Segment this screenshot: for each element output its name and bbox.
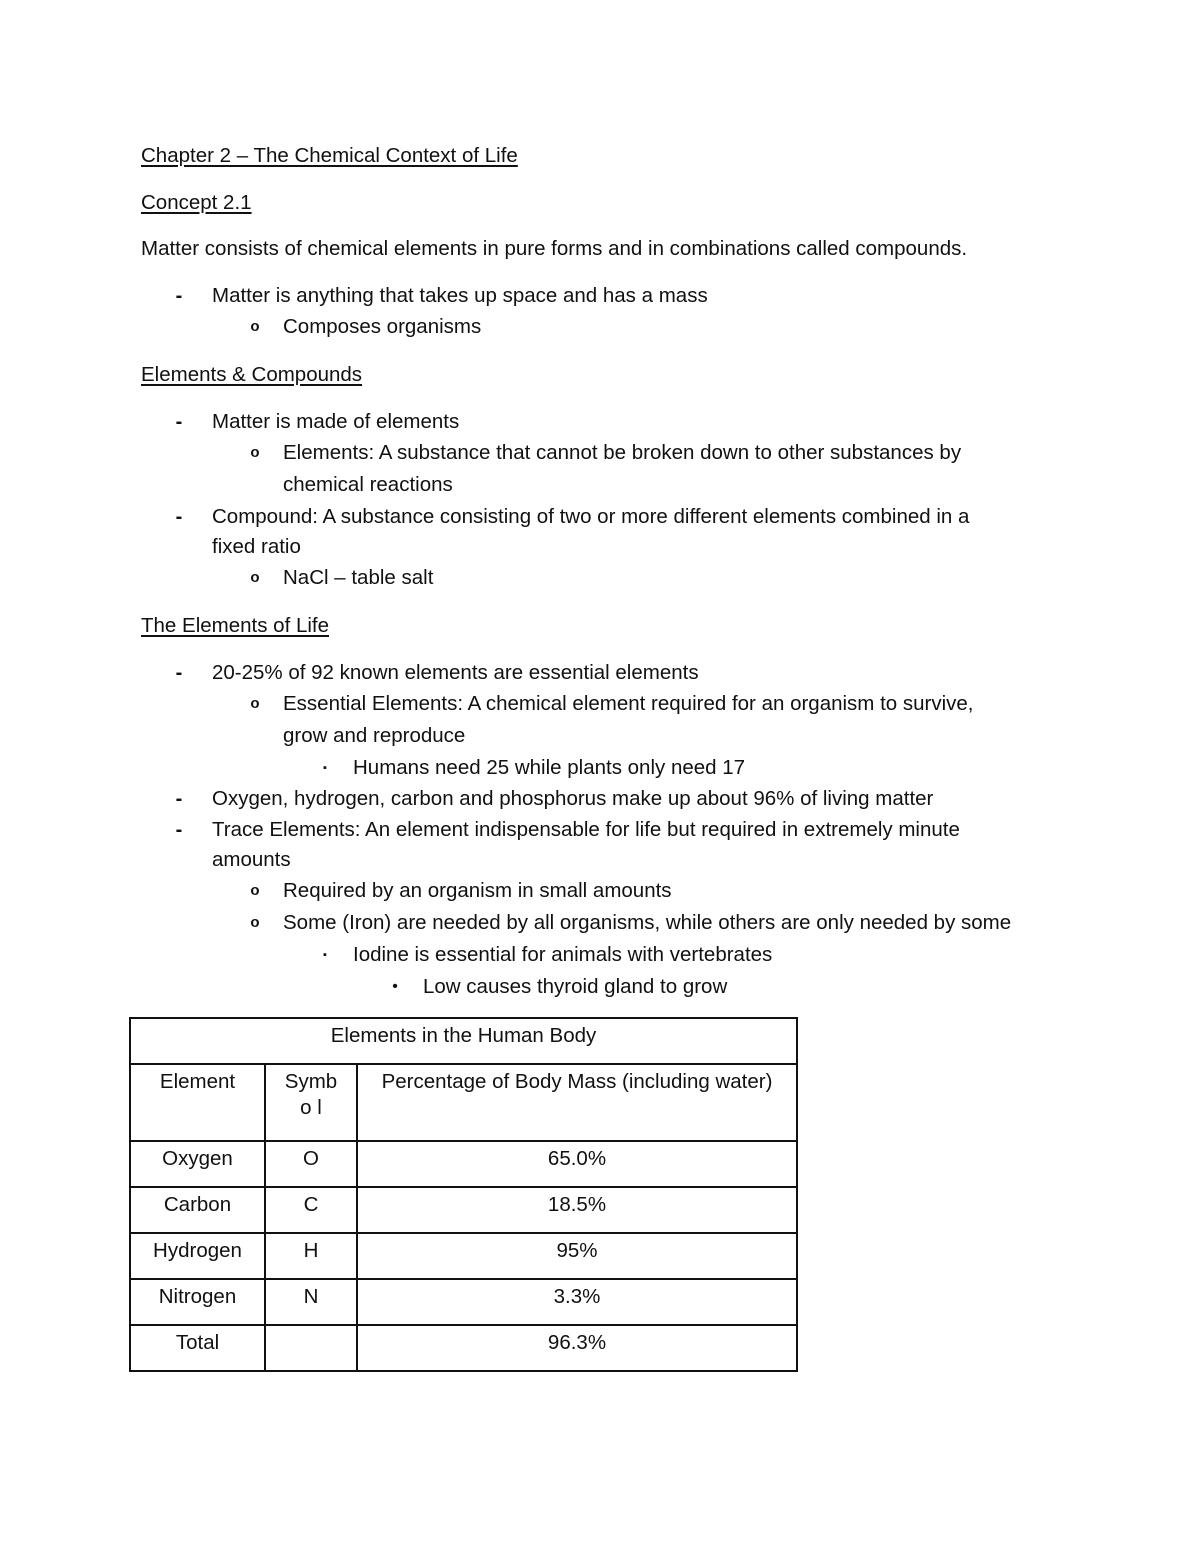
list-item-continuation: grow and reproduce	[283, 724, 466, 747]
header-percentage: Percentage of Body Mass (including water)	[357, 1064, 797, 1141]
circle-bullet: o	[250, 318, 260, 335]
chapter-title: Chapter 2 – The Chemical Context of Life	[141, 144, 518, 167]
table-caption-row	[130, 1018, 797, 1064]
list-item: 20-25% of 92 known elements are essential elements	[212, 661, 699, 684]
concept-heading: Concept 2.1	[141, 191, 252, 214]
dash-bullet: -	[175, 788, 183, 810]
section-heading-elements-of-life: The Elements of Life	[141, 614, 330, 637]
cell-symbol: O	[265, 1141, 357, 1187]
cell-percentage: 65.0%	[357, 1141, 797, 1187]
dash-bullet: -	[175, 285, 183, 307]
cell-element: Oxygen	[130, 1141, 265, 1187]
cell-symbol: C	[265, 1187, 357, 1233]
list-item-continuation: chemical reactions	[283, 473, 453, 496]
list-item: Matter is made of elements	[212, 410, 460, 433]
circle-bullet: o	[250, 882, 260, 899]
list-item: Composes organisms	[283, 315, 482, 338]
table-row	[130, 1279, 797, 1325]
table-row	[130, 1141, 797, 1187]
intro-paragraph: Matter consists of chemical elements in pure forms and in combinations called compounds.	[141, 237, 968, 260]
elements-table	[129, 1017, 798, 1372]
list-item-continuation: amounts	[212, 848, 291, 871]
dash-bullet: -	[175, 819, 183, 841]
section-heading-elements-compounds: Elements & Compounds	[141, 363, 363, 386]
table-caption: Elements in the Human Body	[130, 1018, 797, 1064]
cell-symbol	[265, 1325, 357, 1371]
table-row-total	[130, 1325, 797, 1371]
circle-bullet: o	[250, 695, 260, 712]
table-row	[130, 1187, 797, 1233]
square-bullet: ▪	[323, 949, 327, 961]
list-item: Compound: A substance consisting of two or more different elements combined in a	[212, 505, 970, 528]
list-item: NaCl – table salt	[283, 566, 434, 589]
cell-percentage: 3.3%	[357, 1279, 797, 1325]
list-item: Iodine is essential for animals with vertebrates	[353, 943, 773, 966]
square-bullet: ▪	[323, 762, 327, 774]
circle-bullet: o	[250, 569, 260, 586]
list-item: Trace Elements: An element indispensable for life but required in extremely minute	[212, 818, 960, 841]
cell-element: Hydrogen	[130, 1233, 265, 1279]
table-header-row	[130, 1064, 797, 1141]
header-symbol	[265, 1064, 357, 1141]
list-item: Matter is anything that takes up space and has a mass	[212, 284, 708, 307]
dash-bullet: -	[175, 411, 183, 433]
dash-bullet: -	[175, 662, 183, 684]
dash-bullet: -	[175, 506, 183, 528]
dot-bullet: •	[392, 978, 398, 995]
list-item: Essential Elements: A chemical element required for an organism to survive,	[283, 692, 974, 715]
list-item: Humans need 25 while plants only need 17	[353, 756, 746, 779]
header-element: Element	[130, 1064, 265, 1141]
cell-percentage: 18.5%	[357, 1187, 797, 1233]
cell-percentage: 95%	[357, 1233, 797, 1279]
header-symbol-text: Symbo l	[284, 1070, 338, 1119]
cell-symbol: H	[265, 1233, 357, 1279]
cell-percentage: 96.3%	[357, 1325, 797, 1371]
list-item: Low causes thyroid gland to grow	[423, 975, 728, 998]
list-item: Elements: A substance that cannot be broken down to other substances by	[283, 441, 962, 464]
cell-symbol: N	[265, 1279, 357, 1325]
list-item-continuation: fixed ratio	[212, 535, 301, 558]
list-item: Some (Iron) are needed by all organisms, while others are only needed by some	[283, 911, 1012, 934]
cell-element: Nitrogen	[130, 1279, 265, 1325]
cell-element: Total	[130, 1325, 265, 1371]
cell-element: Carbon	[130, 1187, 265, 1233]
table-row	[130, 1233, 797, 1279]
list-item: Required by an organism in small amounts	[283, 879, 672, 902]
circle-bullet: o	[250, 914, 260, 931]
list-item: Oxygen, hydrogen, carbon and phosphorus make up about 96% of living matter	[212, 787, 934, 810]
circle-bullet: o	[250, 444, 260, 461]
